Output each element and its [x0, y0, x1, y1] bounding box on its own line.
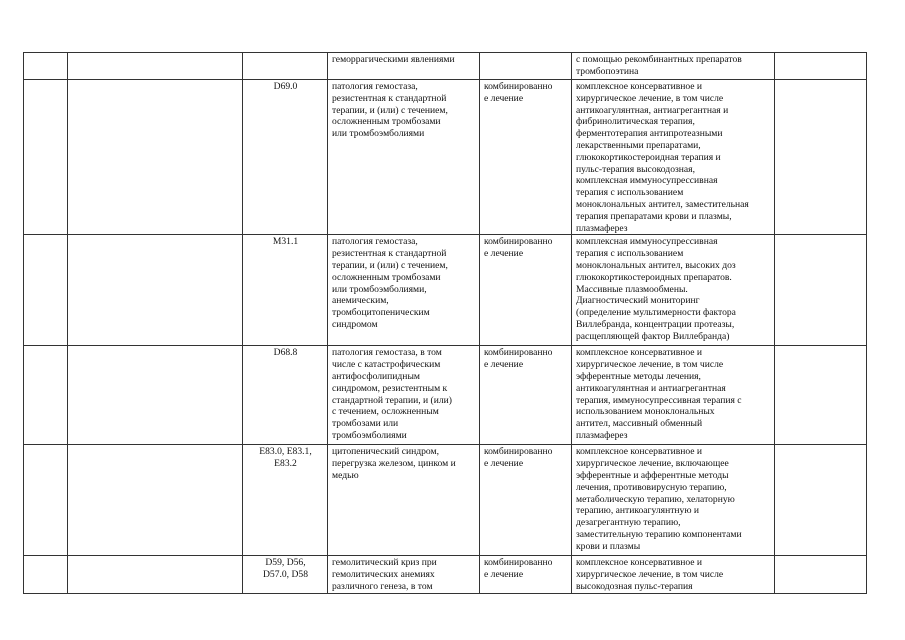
procedure-name-cell: [68, 445, 243, 556]
icd-code-cell: D59, D56, D57.0, D58: [243, 556, 328, 593]
method-cell: с помощью рекомбинантных препаратов тромбопоэтина: [572, 53, 775, 80]
method-cell: комплексное консервативное и хирургическое лечение, включающее эфферентные и афферентные методы лечения, противовирусную терапию, метаболическую терапию, хелаторную терапию, антикоагулянтную и дезагрегантную терапию, заместительную терапию компонентами крови и плазмы: [572, 445, 775, 556]
row-number-cell: [24, 556, 68, 593]
procedure-name-cell: [68, 80, 243, 235]
icd-code-cell: E83.0, E83.1, E83.2: [243, 445, 328, 556]
method-cell: комплексное консервативное и хирургическое лечение, в том числе высокодозная пульс-терапия: [572, 556, 775, 593]
cost-cell: [775, 346, 867, 445]
cost-cell: [775, 80, 867, 235]
disease-cell: патология гемостаза, резистентная к стандартной терапии, и (или) с течением, осложненным тромбозами или тромбоэмболиями, анемическим, тромбоцитопеническим синдромом: [328, 235, 480, 346]
table-row: [24, 445, 867, 556]
row-number-cell: [24, 346, 68, 445]
method-cell: комплексная иммуносупрессивная терапия с использованием моноклональных антител, высоких доз глюкокортикостероидных препаратов. Массивные плазмообмены. Диагностический мониторинг (определение мультимерности фактора Виллебранда, концентрации протеазы, расщепляющей фактор Виллебранда): [572, 235, 775, 346]
disease-cell: цитопенический синдром, перегрузка железом, цинком и медью: [328, 445, 480, 556]
row-number-cell: [24, 445, 68, 556]
method-cell: комплексное консервативное и хирургическое лечение, в том числе эфферентные методы лечения, антикоагулянтная и антиагрегантная терапия, иммуносупрессивная терапия с использованием моноклональных антител, массивный обменный плазмаферез: [572, 346, 775, 445]
treatment-type-cell: комбинированно е лечение: [480, 80, 572, 235]
method-cell: комплексное консервативное и хирургическое лечение, в том числе антикоагулянтная, антиагрегантная и фибринолитическая терапия, ферментотерапия антипротеазными лекарственными препаратами, глюкокортикостероидная терапия и пульс-терапия высокодозная, комплексная иммуносупрессивная терапия с использованием моноклональных антител, заместительная терапия препаратами крови и плазмы, плазмаферез: [572, 80, 775, 235]
cost-cell: [775, 445, 867, 556]
table-row: [24, 346, 867, 445]
treatment-type-cell: комбинированно е лечение: [480, 235, 572, 346]
icd-code-cell: D68.8: [243, 346, 328, 445]
procedure-name-cell: [68, 235, 243, 346]
icd-code-cell: M31.1: [243, 235, 328, 346]
treatment-type-cell: комбинированно е лечение: [480, 445, 572, 556]
row-number-cell: [24, 53, 68, 80]
table-row: [24, 80, 867, 235]
treatment-type-cell: комбинированно е лечение: [480, 346, 572, 445]
treatment-type-cell: комбинированно е лечение: [480, 556, 572, 593]
disease-cell: гемолитический криз при гемолитических анемиях различного генеза, в том: [328, 556, 480, 593]
table-row: [24, 235, 867, 346]
treatment-table: [23, 52, 867, 594]
disease-cell: патология гемостаза, в том числе с катастрофическим антифосфолипидным синдромом, резистентным к стандартной терапии, и (или) с течением, осложненным тромбозами или тромбоэмболиями: [328, 346, 480, 445]
row-number-cell: [24, 235, 68, 346]
cost-cell: [775, 53, 867, 80]
icd-code-cell: D69.0: [243, 80, 328, 235]
disease-cell: патология гемостаза, резистентная к стандартной терапии, и (или) с течением, осложненным тромбозами или тромбоэмболиями: [328, 80, 480, 235]
procedure-name-cell: [68, 346, 243, 445]
treatment-type-cell: [480, 53, 572, 80]
cost-cell: [775, 235, 867, 346]
table-row: [24, 556, 867, 593]
cost-cell: [775, 556, 867, 593]
procedure-name-cell: [68, 556, 243, 593]
disease-cell: геморрагическими явлениями: [328, 53, 480, 80]
icd-code-cell: [243, 53, 328, 80]
procedure-name-cell: [68, 53, 243, 80]
row-number-cell: [24, 80, 68, 235]
table-row: [24, 53, 867, 80]
